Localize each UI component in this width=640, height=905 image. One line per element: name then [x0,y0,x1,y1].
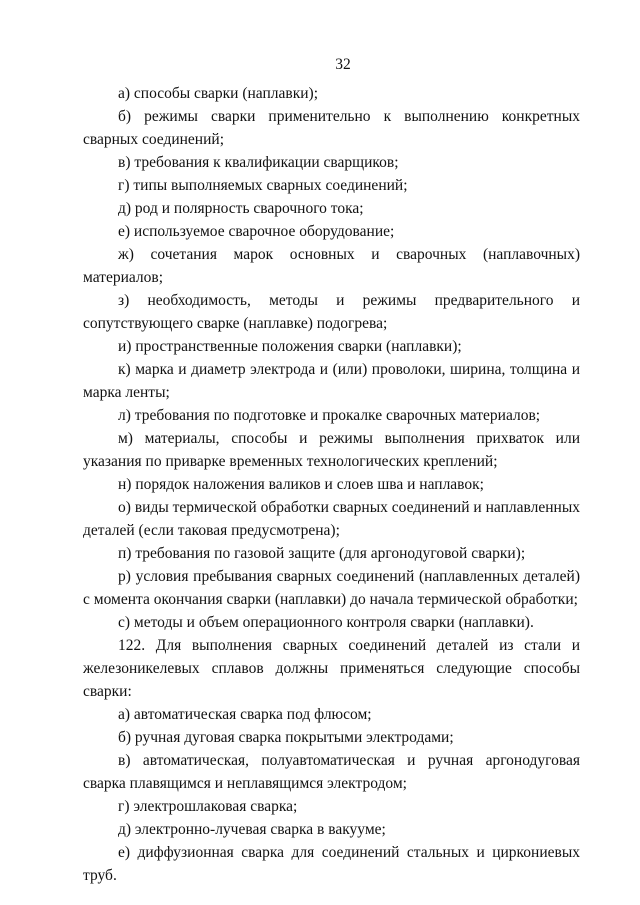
list-item-b: б) режимы сварки применительно к выполнению конкретных сварных соединений; [83,108,580,148]
list-item-d: д) род и полярность сварочного тока; [118,200,364,217]
list-item-s: с) методы и объем операционного контроля сварки (наплавки). [118,614,534,631]
welding-method-d: д) электронно-лучевая сварка в вакууме; [118,821,386,838]
welding-method-g: г) электрошлаковая сварка; [118,798,298,815]
welding-method-e: е) диффузионная сварка для соединений стальных и циркониевых труб. [83,844,580,884]
list-item-a: а) способы сварки (наплавки); [118,85,319,102]
list-item-m: м) материалы, способы и режимы выполнения прихваток или указания по приварке временных технологических креплений; [83,430,580,470]
list-item-p: п) требования по газовой защите (для аргонодуговой сварки); [118,545,526,562]
page-number: 32 [335,56,351,73]
list-item-e: е) используемое сварочное оборудование; [118,223,395,240]
list-item-l: л) требования по подготовке и прокалке сварочных материалов; [118,407,541,424]
list-item-zh: ж) сочетания марок основных и сварочных (наплавочных) материалов; [83,246,580,286]
welding-method-a: а) автоматическая сварка под флюсом; [118,706,372,723]
list-item-v: в) требования к квалификации сварщиков; [118,154,399,171]
list-item-r: р) условия пребывания сварных соединений (наплавленных деталей) с момента окончания сварки (наплавки) до начала термической обработки; [83,568,580,608]
list-item-z: з) необходимость, методы и режимы предварительного и сопутствующего сварке (наплавке) подогрева; [83,292,580,332]
document-body [83,82,580,887]
welding-method-v: в) автоматическая, полуавтоматическая и ручная аргонодуговая сварка плавящимся и неплавящимся электродом; [83,752,580,792]
list-item-n: н) порядок наложения валиков и слоев шва и наплавок; [118,476,484,493]
list-item-i: и) пространственные положения сварки (наплавки); [118,338,462,355]
list-item-g: г) типы выполняемых сварных соединений; [118,177,408,194]
welding-method-b: б) ручная дуговая сварка покрытыми электродами; [118,729,454,746]
clause-122: 122. Для выполнения сварных соединений деталей из стали и железоникелевых сплавов должны применяться следующие способы сварки: [83,637,580,700]
list-item-o: о) виды термической обработки сварных соединений и наплавленных деталей (если таковая предусмотрена); [83,499,580,539]
list-item-k: к) марка и диаметр электрода и (или) проволоки, ширина, толщина и марка ленты; [83,361,580,401]
